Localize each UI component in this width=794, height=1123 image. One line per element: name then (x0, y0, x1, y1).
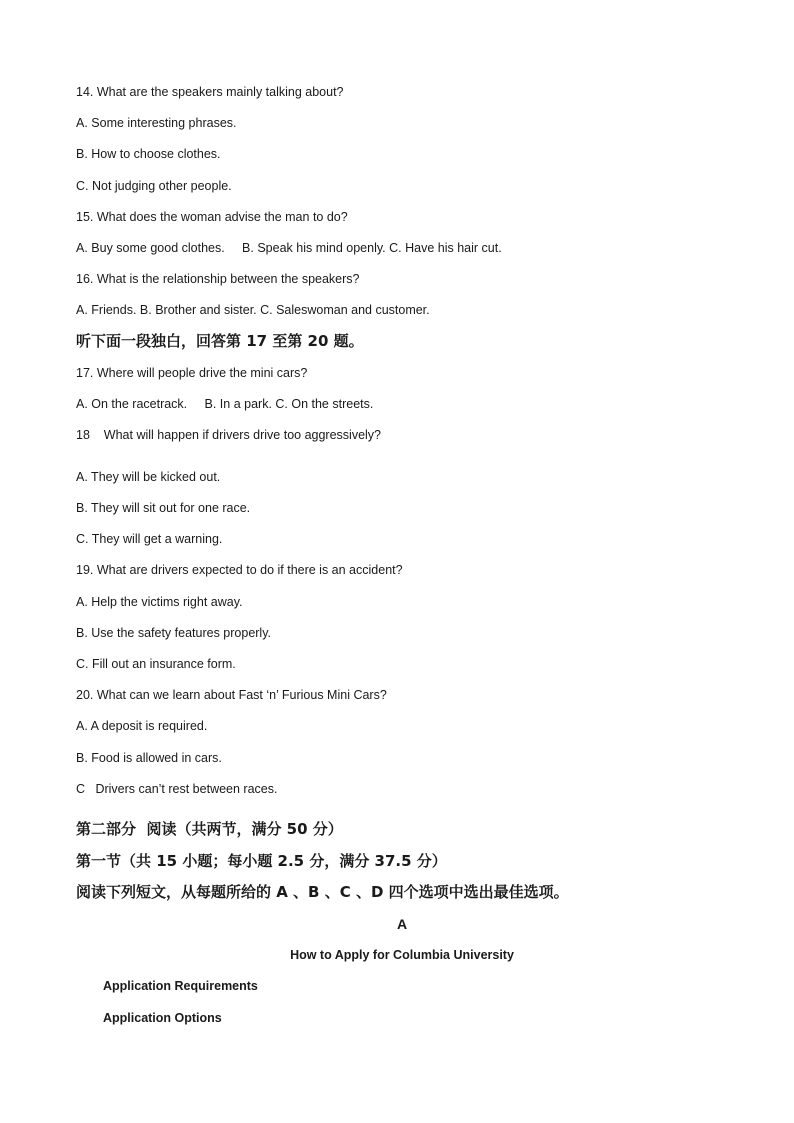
question-17: 17. Where will people drive the mini cars? (76, 366, 308, 380)
passage-subheading-requirements: Application Requirements (103, 979, 258, 993)
question-20-option-c: C Drivers can’t rest between races. (76, 782, 278, 796)
question-19-option-c: C. Fill out an insurance form. (76, 657, 236, 671)
passage-label: A (396, 916, 408, 932)
question-14-option-a: A. Some interesting phrases. (76, 116, 237, 130)
question-19-option-b: B. Use the safety features properly. (76, 626, 272, 640)
question-20: 20. What can we learn about Fast ‘n’ Furious Mini Cars? (76, 688, 387, 702)
question-16-options: A. Friends. B. Brother and sister. C. Saleswoman and customer. (76, 303, 430, 317)
passage-title: How to Apply for Columbia University (290, 948, 514, 962)
question-18-option-a: A. They will be kicked out. (76, 470, 221, 484)
section-17-20-instruction: 听下面一段独白，回答第 17 至第 20 题。 (76, 332, 364, 350)
question-15-options: A. Buy some good clothes. B. Speak his mind openly. C. Have his hair cut. (76, 241, 502, 255)
part-2-heading: 第二部分 阅读（共两节，满分 50 分） (76, 820, 343, 838)
question-16: 16. What is the relationship between the speakers? (76, 272, 360, 286)
question-19: 19. What are drivers expected to do if there is an accident? (76, 563, 403, 577)
section-1-heading: 第一节（共 15 小题；每小题 2.5 分，满分 37.5 分） (76, 852, 447, 870)
question-18-option-b: B. They will sit out for one race. (76, 501, 251, 515)
question-14: 14. What are the speakers mainly talking about? (76, 85, 344, 99)
question-19-option-a: A. Help the victims right away. (76, 595, 243, 609)
question-14-option-b: B. How to choose clothes. (76, 147, 221, 161)
question-15: 15. What does the woman advise the man to do? (76, 210, 348, 224)
reading-instruction: 阅读下列短文，从每题所给的 A 、B 、C 、D 四个选项中选出最佳选项。 (76, 883, 569, 901)
passage-subheading-options: Application Options (103, 1011, 222, 1025)
question-18: 18 What will happen if drivers drive too aggressively? (76, 428, 382, 442)
question-18-option-c: C. They will get a warning. (76, 532, 223, 546)
question-17-options: A. On the racetrack. B. In a park. C. On the streets. (76, 397, 374, 411)
question-14-option-c: C. Not judging other people. (76, 179, 232, 193)
question-20-option-a: A. A deposit is required. (76, 719, 208, 733)
question-20-option-b: B. Food is allowed in cars. (76, 751, 222, 765)
